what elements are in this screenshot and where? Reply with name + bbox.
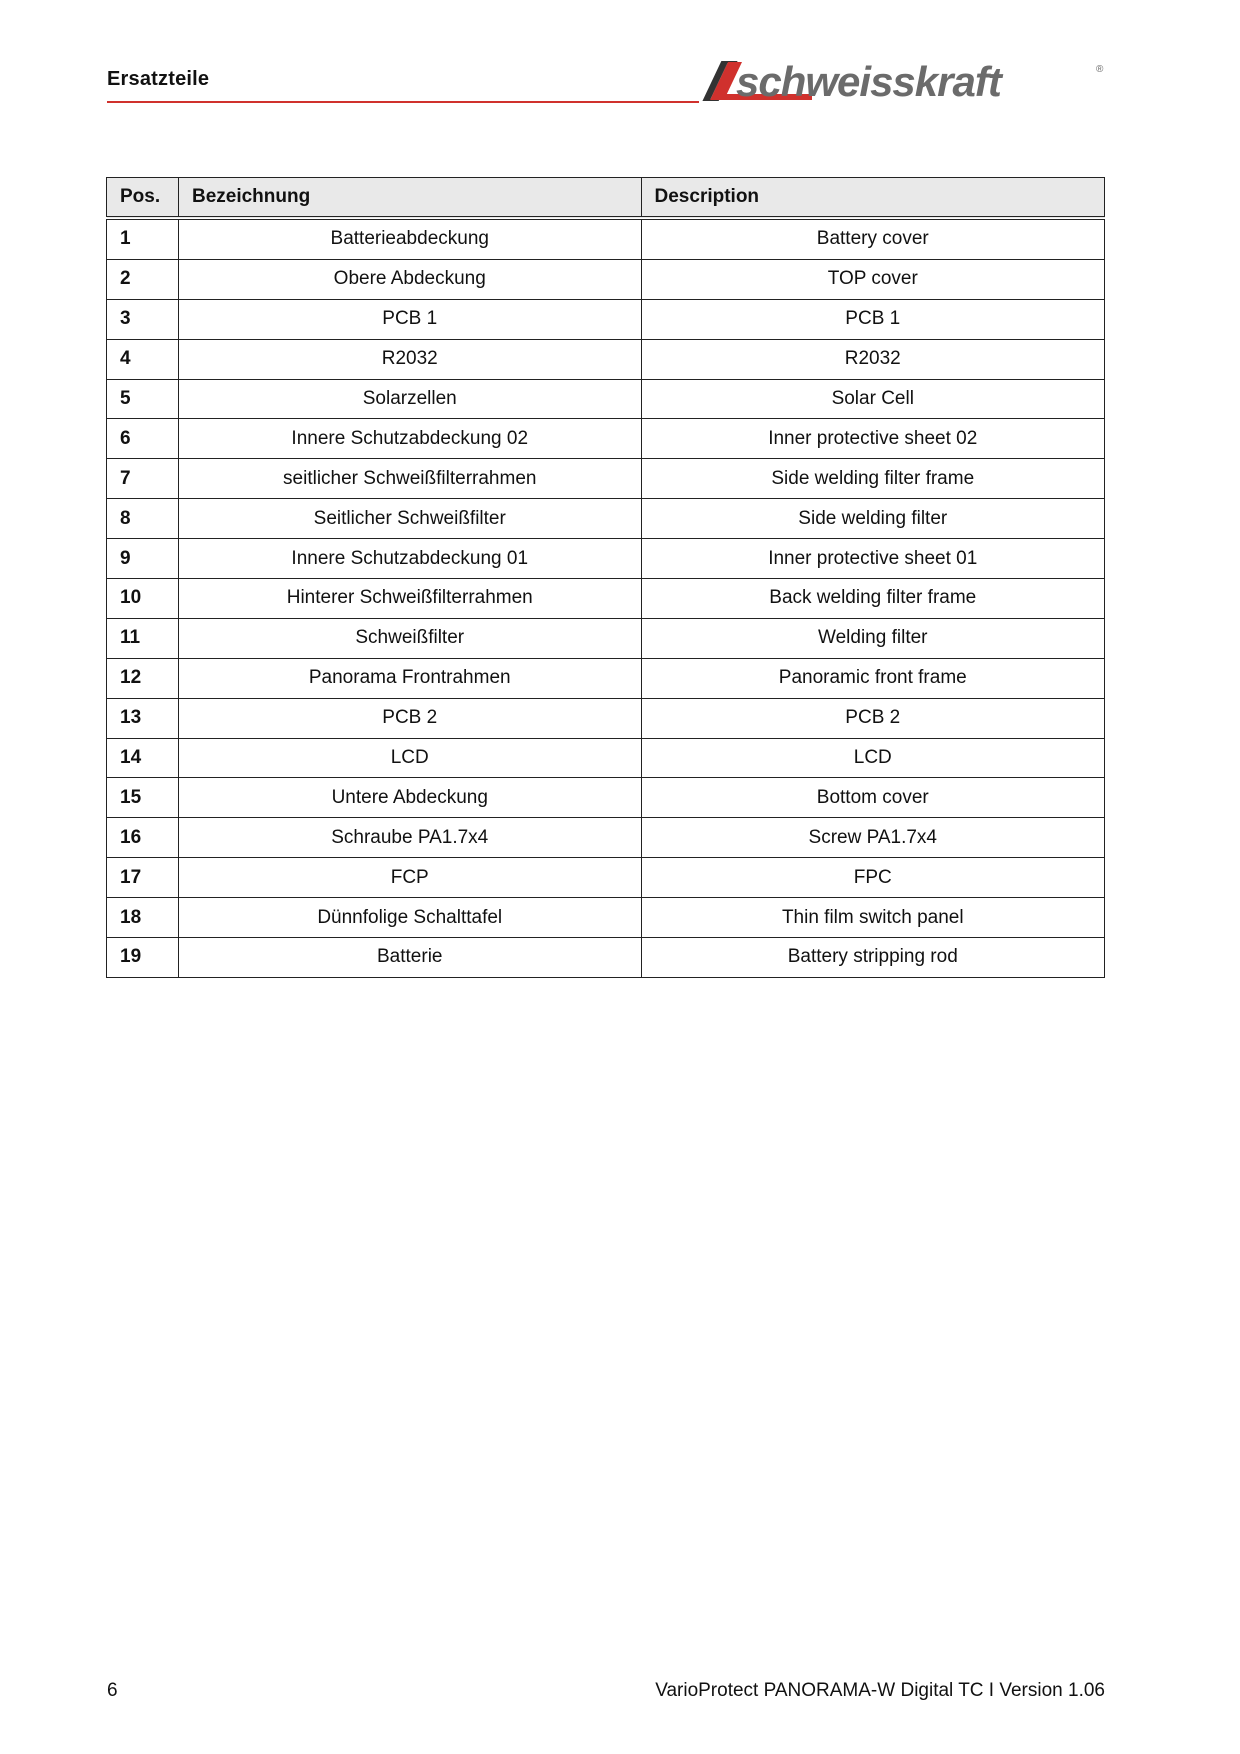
table-header-row [107,178,1105,219]
cell-bezeichnung: Schweißfilter [178,618,641,658]
cell-description: Bottom cover [641,778,1104,818]
table-row [107,818,1105,858]
cell-description: Battery stripping rod [641,938,1104,978]
cell-pos: 1 [107,218,179,259]
table-row [107,459,1105,499]
header-divider [107,101,699,103]
cell-description: TOP cover [641,259,1104,299]
table-row [107,299,1105,339]
cell-bezeichnung: R2032 [178,339,641,379]
cell-pos: 18 [107,898,179,938]
table-row [107,778,1105,818]
column-header-description: Description [641,178,1104,219]
table-row [107,379,1105,419]
table-row [107,259,1105,299]
cell-bezeichnung: FCP [178,858,641,898]
cell-bezeichnung: Innere Schutzabdeckung 02 [178,419,641,459]
column-header-pos: Pos. [107,178,179,219]
cell-pos: 10 [107,579,179,619]
table-row [107,419,1105,459]
cell-description: Inner protective sheet 02 [641,419,1104,459]
table-row [107,858,1105,898]
cell-pos: 3 [107,299,179,339]
cell-bezeichnung: Dünnfolige Schalttafel [178,898,641,938]
cell-description: Screw PA1.7x4 [641,818,1104,858]
spare-parts-table [106,177,1105,978]
table-row [107,618,1105,658]
cell-pos: 5 [107,379,179,419]
cell-description: Panoramic front frame [641,658,1104,698]
cell-pos: 11 [107,618,179,658]
cell-description: R2032 [641,339,1104,379]
cell-bezeichnung: seitlicher Schweißfilterrahmen [178,459,641,499]
cell-pos: 8 [107,499,179,539]
page-number: 6 [107,1680,118,1701]
cell-pos: 9 [107,539,179,579]
schweisskraft-logo [700,56,1110,106]
cell-description: PCB 1 [641,299,1104,339]
table-row [107,898,1105,938]
cell-description: Inner protective sheet 01 [641,539,1104,579]
cell-description: Back welding filter frame [641,579,1104,619]
cell-bezeichnung: Panorama Frontrahmen [178,658,641,698]
cell-bezeichnung: Innere Schutzabdeckung 01 [178,539,641,579]
cell-pos: 2 [107,259,179,299]
table-row [107,539,1105,579]
cell-bezeichnung: Batterieabdeckung [178,218,641,259]
table-row [107,658,1105,698]
cell-description: Thin film switch panel [641,898,1104,938]
cell-pos: 7 [107,459,179,499]
svg-text:schweisskraft: schweisskraft [736,58,1001,105]
cell-description: Solar Cell [641,379,1104,419]
table-row [107,218,1105,259]
cell-description: PCB 2 [641,698,1104,738]
cell-bezeichnung: PCB 2 [178,698,641,738]
cell-pos: 6 [107,419,179,459]
cell-pos: 19 [107,938,179,978]
table-body [107,218,1105,977]
cell-bezeichnung: Batterie [178,938,641,978]
cell-bezeichnung: Untere Abdeckung [178,778,641,818]
cell-description: Side welding filter [641,499,1104,539]
cell-pos: 16 [107,818,179,858]
cell-pos: 13 [107,698,179,738]
cell-bezeichnung: Solarzellen [178,379,641,419]
cell-description: FPC [641,858,1104,898]
cell-bezeichnung: Hinterer Schweißfilterrahmen [178,579,641,619]
cell-bezeichnung: Seitlicher Schweißfilter [178,499,641,539]
table-row [107,499,1105,539]
footer-document-info: VarioProtect PANORAMA-W Digital TC I Version 1.06 [655,1680,1105,1701]
cell-description: LCD [641,738,1104,778]
table-row [107,579,1105,619]
table-row [107,698,1105,738]
cell-bezeichnung: PCB 1 [178,299,641,339]
cell-bezeichnung: Obere Abdeckung [178,259,641,299]
cell-description: Welding filter [641,618,1104,658]
column-header-bezeichnung: Bezeichnung [178,178,641,219]
table-row [107,339,1105,379]
cell-pos: 12 [107,658,179,698]
cell-description: Side welding filter frame [641,459,1104,499]
cell-bezeichnung: LCD [178,738,641,778]
page-section-title: Ersatzteile [107,68,210,90]
svg-text:®: ® [1096,64,1104,75]
cell-bezeichnung: Schraube PA1.7x4 [178,818,641,858]
cell-pos: 17 [107,858,179,898]
cell-pos: 14 [107,738,179,778]
table-row [107,938,1105,978]
table-row [107,738,1105,778]
cell-description: Battery cover [641,218,1104,259]
cell-pos: 15 [107,778,179,818]
cell-pos: 4 [107,339,179,379]
